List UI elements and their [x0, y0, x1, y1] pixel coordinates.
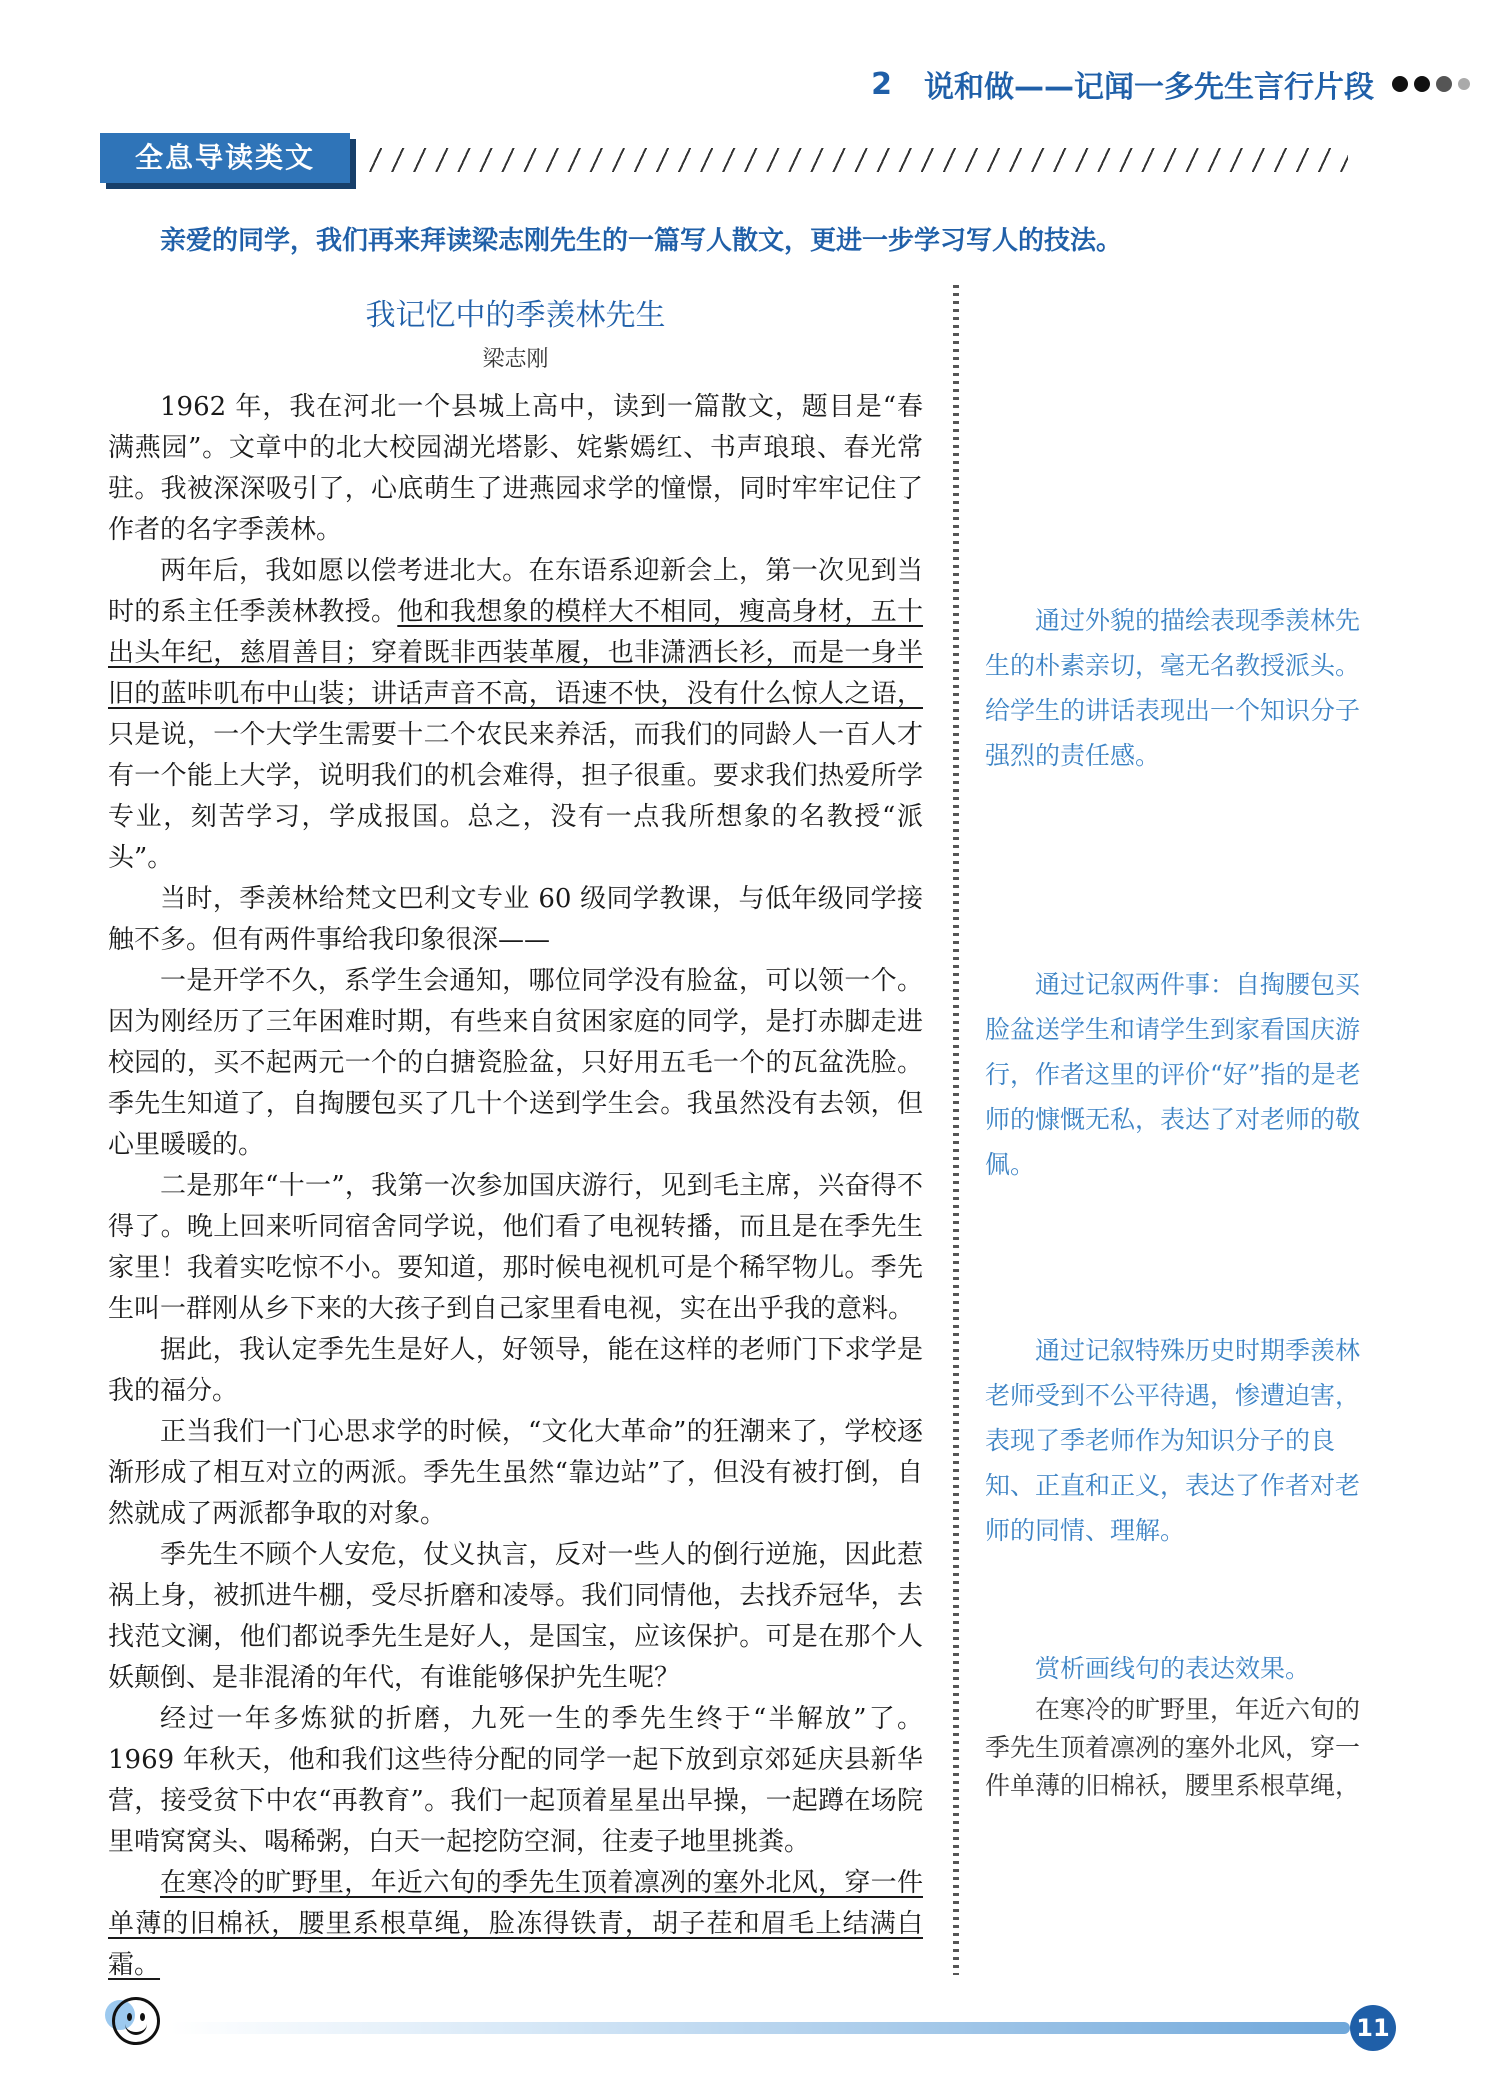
- article-title: 我记忆中的季羡林先生: [365, 298, 666, 333]
- banner-hatch-rule: [368, 148, 1348, 172]
- paragraph-1: 1962 年，我在河北一个县城上高中，读到一篇散文，题目是“春满燕园”。文章中的北大校园湖光塔影、姹紫嫣红、书声琅琅、春光常驻。我被深深吸引了，心底萌生了进燕园求学的憧憬，同时牢牢记住了作者的名字季羡林。: [108, 392, 923, 545]
- section-banner: 全息导读类文: [100, 133, 350, 183]
- page-header: [871, 62, 1470, 106]
- margin-note-3: 通过记叙特殊历史时期季羡林老师受到不公平待遇，惨遭迫害，表现了季老师作为知识分子的良知、正直和正义，表达了作者对老师的同情、理解。: [985, 1336, 1361, 1545]
- dots-icon: [1392, 76, 1470, 92]
- paragraph-3: 当时，季羡林给梵文巴利文专业 60 级同学教课，与低年级同学接触不多。但有两件事给我印象很深——: [108, 884, 923, 955]
- margin-note-4-body: 在寒冷的旷野里，年近六旬的季先生顶着凛冽的塞外北风，穿一件单薄的旧棉袄，腰里系根草绳，: [985, 1695, 1361, 1800]
- underlined-sentence-1: 他和我想象的模样大不相同，瘦高身材，五十出头年纪，慈眉善目；穿着既非西装革履，也非潇洒长衫，而是一身半旧的蓝咔叽布中山装；讲话声音不高，语速不快，没有什么惊人之语，: [108, 597, 923, 709]
- paragraph-6: 据此，我认定季先生是好人，好领导，能在这样的老师门下求学是我的福分。: [108, 1335, 923, 1406]
- smiley-icon: [112, 1997, 160, 2045]
- column-divider: [950, 285, 962, 1975]
- paragraph-2-rest: 只是说，一个大学生需要十二个农民来养活，而我们的同龄人一百人才有一个能上大学，说明我们的机会难得，担子很重。要求我们热爱所学专业，刻苦学习，学成报国。总之，没有一点我所想象的名教授“派头”。: [108, 720, 923, 873]
- page-number: 11: [1350, 2005, 1396, 2051]
- paragraph-9: 经过一年多炼狱的折磨，九死一生的季先生终于“半解放”了。1969 年秋天，他和我们这些待分配的同学一起下放到京郊延庆县新华营，接受贫下中农“再教育”。我们一起顶着星星出早操，一起蹲在场院里啃窝窝头、喝稀粥，白天一起挖防空洞，往麦子地里挑粪。: [108, 1704, 923, 1857]
- chapter-title: 说和做——记闻一多先生言行片段: [924, 70, 1374, 105]
- paragraph-10: [108, 1863, 923, 1986]
- paragraph-2: [108, 551, 923, 879]
- paragraph-8: 季先生不顾个人安危，仗义执言，反对一些人的倒行逆施，因此惹祸上身，被抓进牛棚，受尽折磨和凌辱。我们同情他，去找乔冠华，去找范文澜，他们都说季先生是好人，是国宝，应该保护。可是在那个人妖颠倒、是非混淆的年代，有谁能够保护先生呢？: [108, 1540, 923, 1693]
- paragraph-2-lead: 两年后，我如愿以偿考进北大。在东语系迎新会上，第一次见到当时的系主任季羡林教授。: [108, 556, 923, 627]
- article-author: 梁志刚: [482, 347, 549, 372]
- margin-note-2: 通过记叙两件事：自掏腰包买脸盆送学生和请学生到家看国庆游行，作者这里的评价“好”指的是老师的慷慨无私，表达了对老师的敬佩。: [985, 970, 1361, 1179]
- chapter-number: 2: [871, 66, 892, 102]
- margin-note-4-title: 赏析画线句的表达效果。: [1035, 1654, 1311, 1683]
- paragraph-7: 正当我们一门心思求学的时候，“文化大革命”的狂潮来了，学校逐渐形成了相互对立的两派。季先生虽然“靠边站”了，但没有被打倒，自然就成了两派都争取的对象。: [108, 1417, 923, 1529]
- footer-gradient-bar: [170, 2022, 1350, 2034]
- paragraph-4: 一是开学不久，系学生会通知，哪位同学没有脸盆，可以领一个。因为刚经历了三年困难时期，有些来自贫困家庭的同学，是打赤脚走进校园的，买不起两元一个的白搪瓷脸盆，只好用五毛一个的瓦盆洗脸。季先生知道了，自掏腰包买了几十个送到学生会。我虽然没有去领，但心里暖暖的。: [108, 966, 923, 1160]
- underlined-sentence-2: 在寒冷的旷野里，年近六旬的季先生顶着凛冽的塞外北风，穿一件单薄的旧棉袄，腰里系根草绳，脸冻得铁青，胡子茬和眉毛上结满白霜。: [108, 1868, 923, 1980]
- paragraph-5: 二是那年“十一”，我第一次参加国庆游行，见到毛主席，兴奋得不得了。晚上回来听同宿舍同学说，他们看了电视转播，而且是在季先生家里！我着实吃惊不小。要知道，那时候电视机可是个稀罕物儿。季先生叫一群刚从乡下来的大孩子到自己家里看电视，实在出乎我的意料。: [108, 1171, 923, 1324]
- article: [108, 280, 923, 1986]
- section-intro: 亲爱的同学，我们再来拜读梁志刚先生的一篇写人散文，更进一步学习写人的技法。: [160, 226, 1123, 256]
- margin-note-1: 通过外貌的描绘表现季羡林先生的朴素亲切，毫无名教授派头。给学生的讲话表现出一个知识分子强烈的责任感。: [985, 606, 1361, 770]
